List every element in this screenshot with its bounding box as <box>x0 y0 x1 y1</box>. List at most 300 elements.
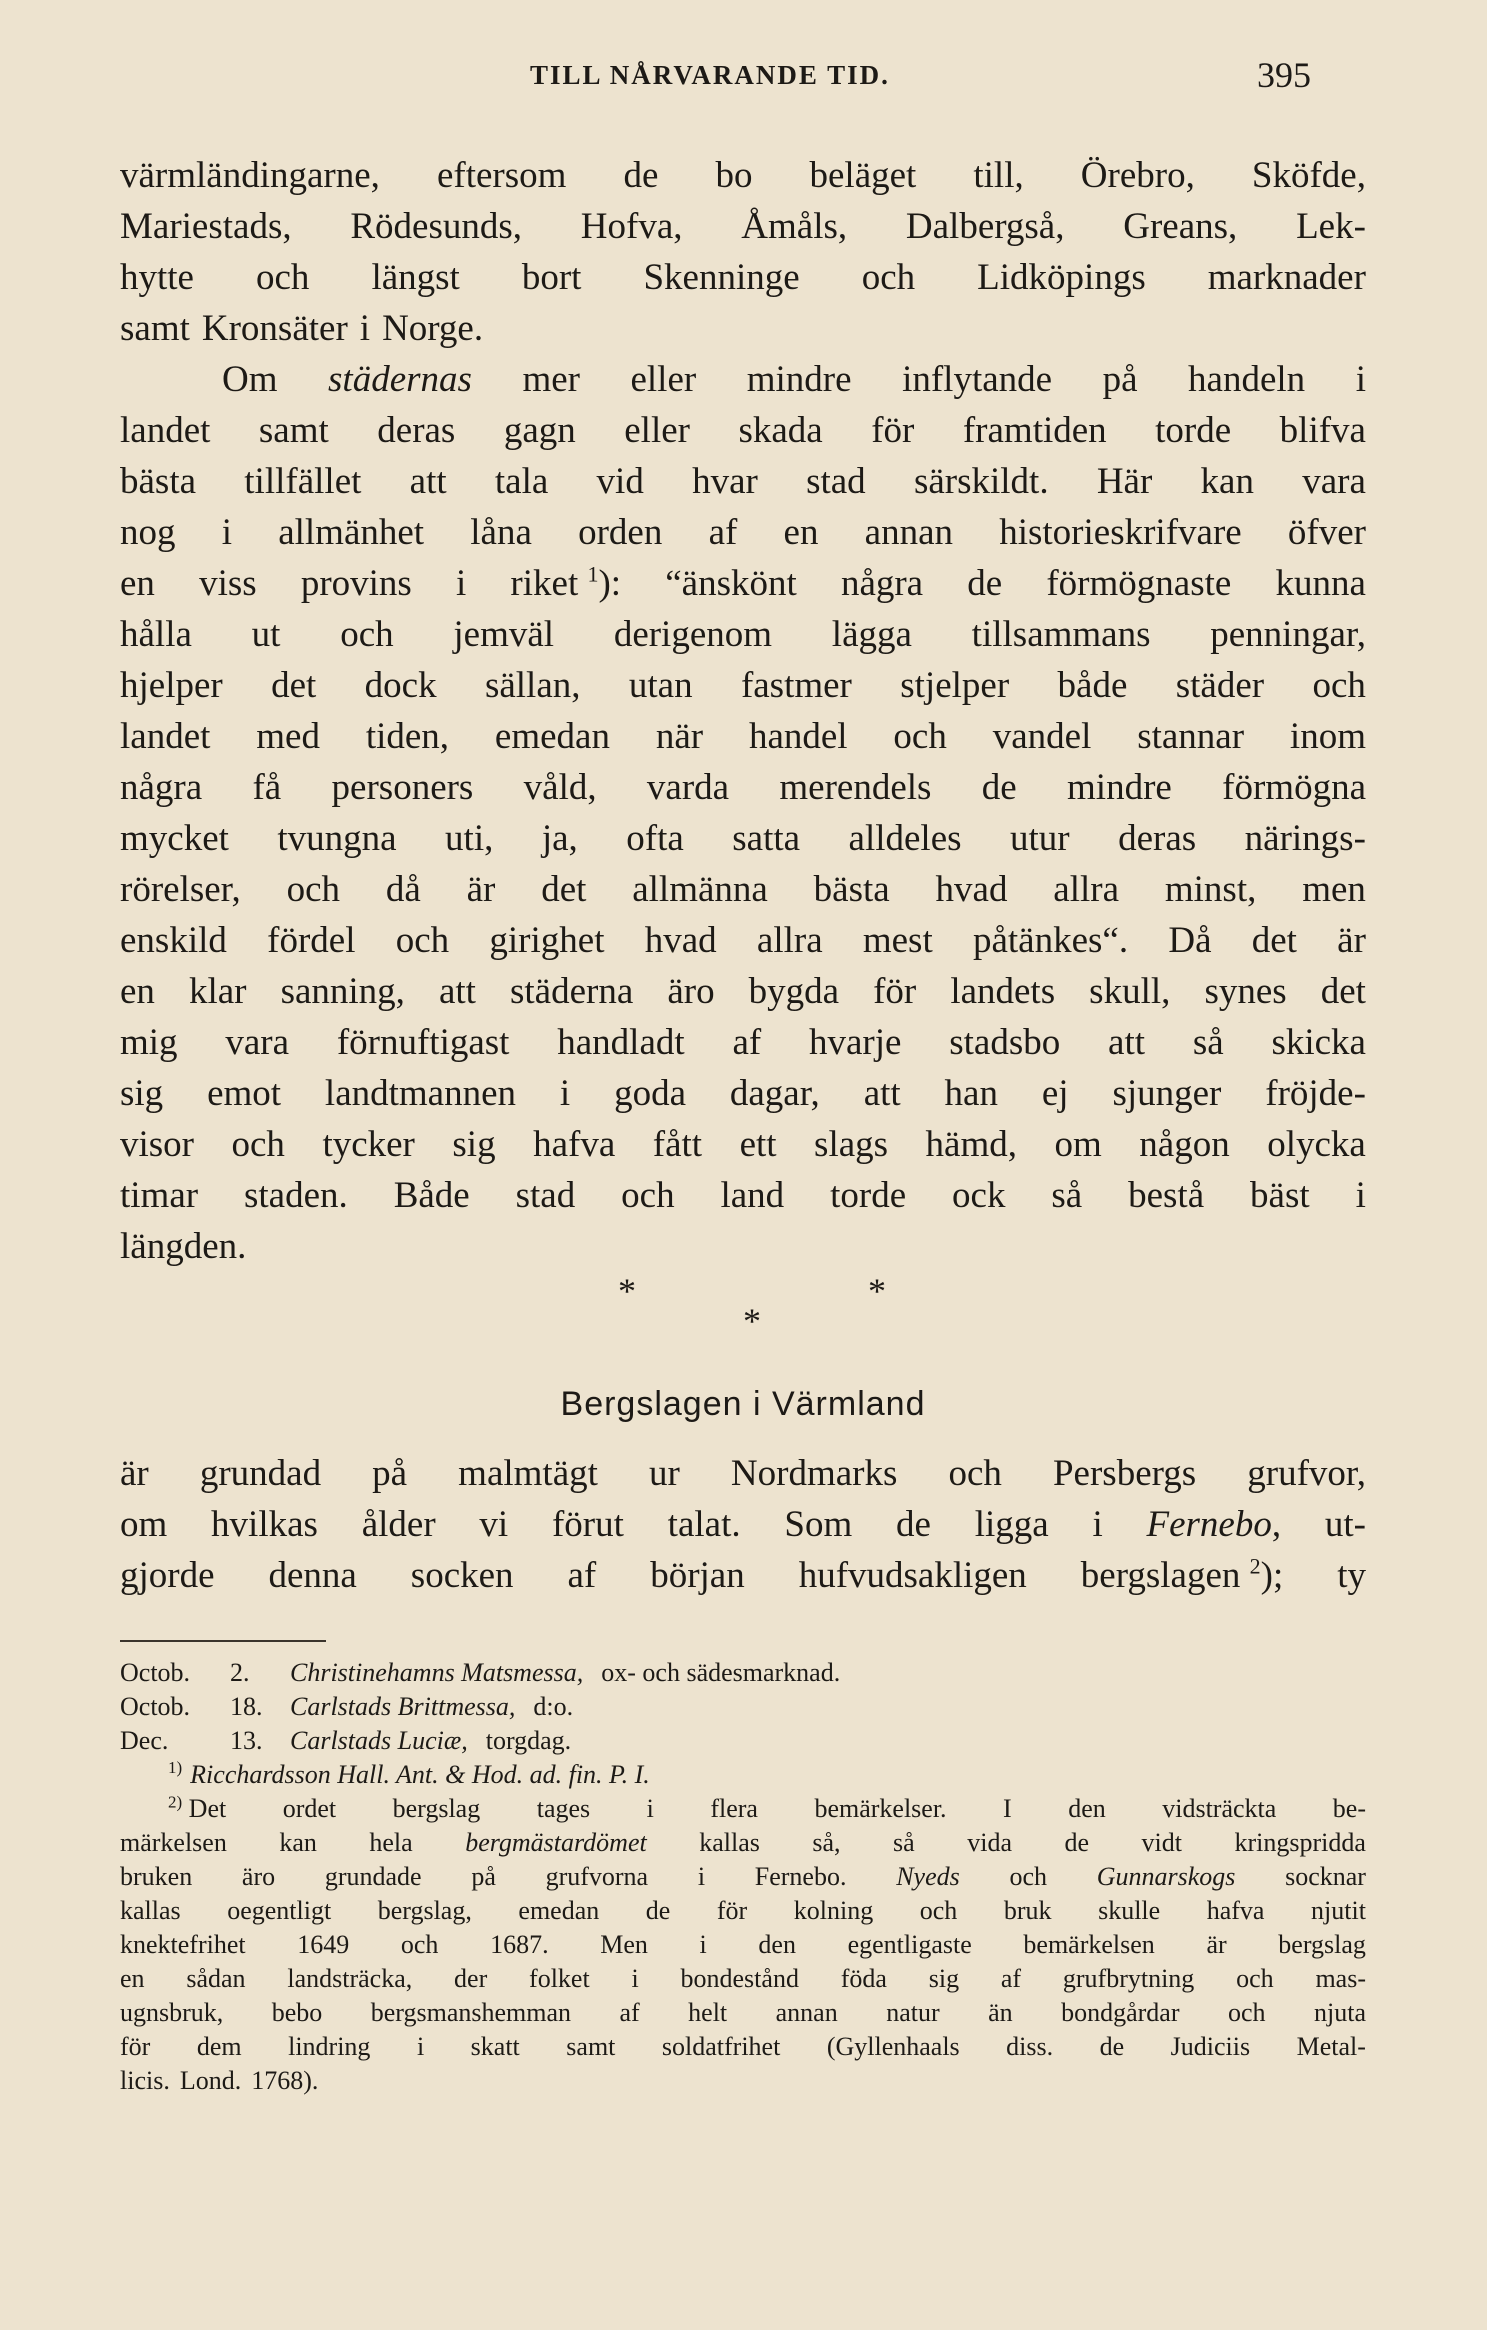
word: i <box>1355 1175 1366 1216</box>
date-label: Octob. <box>120 1692 191 1721</box>
word: bebo <box>271 1998 323 2027</box>
word: bo <box>715 155 753 196</box>
word: Metal- <box>1296 2032 1366 2061</box>
footnote-2-line <box>120 1860 1366 1894</box>
word: i <box>631 1964 639 1993</box>
word: handel <box>748 716 848 757</box>
word: bestå <box>1128 1175 1205 1216</box>
word: emedan <box>518 1896 600 1925</box>
word: städerna <box>510 971 634 1012</box>
word: bergslag <box>392 1794 481 1823</box>
word: eller <box>624 410 690 451</box>
word: ja, <box>541 818 578 859</box>
word: och <box>256 257 310 298</box>
word: varda <box>646 767 730 808</box>
word: utan <box>628 665 693 706</box>
word: socknar <box>1285 1862 1366 1891</box>
word: der <box>454 1964 488 1993</box>
word: jemväl <box>453 614 555 655</box>
text-line <box>120 711 1366 762</box>
word: ofta <box>626 818 684 859</box>
word: dock <box>364 665 437 706</box>
word: I <box>1003 1794 1012 1823</box>
word: kan <box>279 1828 317 1857</box>
word: grufvor, <box>1247 1453 1366 1494</box>
footnote-ref-2: 2 <box>1249 1553 1261 1579</box>
word: i <box>697 1862 706 1891</box>
word: be- <box>1332 1794 1366 1823</box>
word: en <box>120 563 155 604</box>
section-text-block <box>120 1448 1366 1601</box>
footnote-2-start: $^{2)}$ Det <box>168 1792 227 1823</box>
word: förmögnaste <box>1046 563 1232 604</box>
word: Judiciis <box>1170 2032 1251 2061</box>
word: mer <box>522 359 580 400</box>
word: Hofva, <box>580 206 683 247</box>
word: af <box>732 1022 762 1063</box>
market-type: ox- och sädesmarknad. <box>601 1658 841 1687</box>
word: tvungna <box>277 818 397 859</box>
word: samt <box>120 308 190 349</box>
market-type: d:o. <box>533 1692 574 1721</box>
market-name: Carlstads Brittmessa, <box>290 1692 516 1721</box>
word: ock <box>952 1175 1006 1216</box>
word: bruken <box>120 1862 193 1891</box>
word: någon <box>1139 1124 1230 1165</box>
word: dem <box>196 2032 242 2061</box>
word: Lidköpings <box>977 257 1146 298</box>
word: allra <box>756 920 823 961</box>
word: Åmåls, <box>741 206 848 247</box>
word: bästa <box>120 461 197 502</box>
market-type: torgdag. <box>485 1726 572 1755</box>
word: folket <box>529 1964 590 1993</box>
word: Som <box>784 1504 853 1545</box>
word: längst <box>371 257 460 298</box>
word: deras <box>1118 818 1197 859</box>
word: staden. <box>244 1175 348 1216</box>
word: bondgårdar <box>1061 1998 1180 2027</box>
emphasis-word: städernas <box>328 359 472 400</box>
asterisk: * <box>868 1271 886 1311</box>
word: grundad <box>199 1453 322 1494</box>
word: stjelper <box>900 665 1010 706</box>
section-heading: Bergslagen i Värmland <box>560 1385 926 1423</box>
word: stannar <box>1137 716 1245 757</box>
word: stadsbo <box>949 1022 1061 1063</box>
word: Skenninge <box>643 257 800 298</box>
text-line <box>120 405 1366 456</box>
word: synes <box>1204 971 1287 1012</box>
word: annan <box>864 512 954 553</box>
word: Lek- <box>1296 206 1366 247</box>
word: uti, <box>445 818 494 859</box>
word: Fernebo. <box>754 1862 847 1891</box>
word: i <box>1092 1504 1103 1545</box>
word: Gunnarskogs <box>1096 1862 1236 1891</box>
word: för <box>120 2032 151 2061</box>
word: hvad <box>935 869 1008 910</box>
word: bergmästardömet <box>465 1828 647 1857</box>
word: eller <box>630 359 697 400</box>
running-head <box>120 52 1311 102</box>
word: ut <box>251 614 281 655</box>
word: nog <box>120 512 176 553</box>
word: grufvorna <box>545 1862 649 1891</box>
word: vandel <box>992 716 1092 757</box>
word: samt <box>258 410 329 451</box>
footnotes-block <box>120 1656 1366 2098</box>
word: i <box>1355 359 1366 400</box>
word: allmänhet <box>278 512 425 553</box>
footnote-2-line <box>120 1996 1366 2030</box>
footnote-rule <box>120 1640 326 1642</box>
word: än <box>988 1998 1013 2027</box>
word: Greans, <box>1123 206 1238 247</box>
word: en <box>120 1964 145 1993</box>
word: föda <box>840 1964 887 1993</box>
word: fått <box>652 1124 703 1165</box>
word: landtmannen <box>324 1073 517 1114</box>
footnote-mark-1: 1) <box>168 1758 183 1778</box>
word: provins <box>300 563 412 604</box>
word: till, <box>973 155 1024 196</box>
word: det <box>1320 971 1366 1012</box>
word: det <box>1251 920 1297 961</box>
word: förnuftigast <box>336 1022 510 1063</box>
word: för <box>716 1896 748 1925</box>
word: hafva <box>1206 1896 1265 1925</box>
word: få <box>252 767 282 808</box>
word: penningar, <box>1210 614 1366 655</box>
word: ålder <box>361 1504 436 1545</box>
word: och <box>1009 1862 1047 1891</box>
word: märkelsen <box>120 1828 227 1857</box>
word: tillsammans <box>971 614 1151 655</box>
word-with-footnote-ref: bergslagen $^2$); <box>1080 1553 1284 1596</box>
word: vara <box>225 1022 290 1063</box>
text-line <box>120 915 1366 966</box>
word: och <box>1227 1998 1266 2027</box>
word: knektefrihet <box>120 1930 246 1959</box>
footnote-1 <box>120 1758 1366 1792</box>
word: skulle <box>1098 1896 1161 1925</box>
word: sig <box>452 1124 496 1165</box>
word: bondestånd <box>680 1964 799 1993</box>
word: är <box>1337 920 1366 961</box>
word: skicka <box>1271 1022 1366 1063</box>
word: sanning, <box>280 971 405 1012</box>
word: kan <box>1200 461 1254 502</box>
word: derigenom <box>613 614 773 655</box>
word: malmtägt <box>458 1453 598 1494</box>
word: äro <box>667 971 715 1012</box>
word: bergslag <box>1278 1930 1366 1959</box>
word: de <box>1064 1828 1090 1857</box>
word: särskildt. <box>913 461 1049 502</box>
word: landet <box>120 410 211 451</box>
word: diss. <box>1006 2032 1054 2061</box>
word: helt <box>688 1998 728 2027</box>
word: och <box>400 1930 439 1959</box>
word: vidsträckta <box>1162 1794 1277 1823</box>
word: Om <box>222 359 278 400</box>
word: handladt <box>557 1022 685 1063</box>
word: att <box>409 461 447 502</box>
footnote-2-line <box>120 1962 1366 1996</box>
day-number: 2. <box>230 1658 250 1687</box>
page-number: 395 <box>1257 55 1311 95</box>
footnote-2-line <box>120 2064 1366 2098</box>
word: bruk <box>1003 1896 1052 1925</box>
asterisk: * <box>618 1271 636 1311</box>
word: klar <box>188 971 247 1012</box>
word: är <box>120 1453 149 1494</box>
text-line <box>120 1499 1366 1550</box>
word: merendels <box>779 767 932 808</box>
word: några <box>840 563 924 604</box>
text-line <box>120 354 1366 405</box>
word: och <box>893 716 947 757</box>
word: Lond. <box>179 2066 242 2095</box>
text-line <box>120 1017 1366 1068</box>
word: Nyeds <box>896 1862 960 1891</box>
word: ej <box>1041 1073 1069 1114</box>
word: vid <box>596 461 644 502</box>
word: grundade <box>324 1862 422 1891</box>
word: förut <box>551 1504 624 1545</box>
word: att <box>863 1073 901 1114</box>
text-line <box>120 558 1366 609</box>
word: egentligaste <box>847 1930 972 1959</box>
word: “änskönt <box>665 563 797 604</box>
word: sällan, <box>484 665 581 706</box>
word: tycker <box>322 1124 415 1165</box>
market-date-entry <box>120 1724 1366 1758</box>
main-text-block <box>120 150 1366 1272</box>
word: hvad <box>644 920 717 961</box>
word: han <box>944 1073 998 1114</box>
word: Både <box>393 1175 470 1216</box>
word: så <box>1051 1175 1083 1216</box>
word: och <box>621 1175 675 1216</box>
word: hålla <box>120 614 192 655</box>
word: hvar <box>692 461 758 502</box>
word: förmögna <box>1222 767 1366 808</box>
word: landets <box>950 971 1056 1012</box>
word: skada <box>738 410 823 451</box>
word: blifva <box>1279 410 1366 451</box>
word: visor <box>120 1124 194 1165</box>
word: de <box>1099 2032 1125 2061</box>
word: Här <box>1096 461 1153 502</box>
word: hytte <box>120 257 194 298</box>
text-line <box>120 1068 1366 1119</box>
asterism-divider <box>120 1262 1366 1341</box>
word: Men <box>600 1930 648 1959</box>
word: så <box>893 1828 915 1857</box>
word: i <box>699 1930 707 1959</box>
word: landet <box>120 716 211 757</box>
word: mindre <box>746 359 852 400</box>
word: af <box>708 512 738 553</box>
word: samt <box>566 2032 616 2061</box>
word: och <box>340 614 394 655</box>
word: ur <box>649 1453 680 1494</box>
footnote-2-line <box>120 1792 1366 1826</box>
word: och <box>948 1453 1002 1494</box>
word: alldeles <box>848 818 962 859</box>
word: orden <box>578 512 663 553</box>
word: deras <box>377 410 456 451</box>
word: ty <box>1337 1555 1366 1596</box>
word: i <box>416 2032 425 2061</box>
word: (Gyllenhaals <box>826 2032 960 2061</box>
word: njutit <box>1311 1896 1366 1925</box>
word: och <box>861 257 916 298</box>
word: mest <box>862 920 933 961</box>
word: när <box>655 716 704 757</box>
word: bemärkelsen <box>1023 1930 1155 1959</box>
word: olycka <box>1267 1124 1366 1165</box>
text-line <box>120 456 1366 507</box>
word: Rödesunds, <box>350 206 523 247</box>
word: vara <box>1302 461 1366 502</box>
word: i <box>559 1073 571 1114</box>
word: Då <box>1168 920 1212 961</box>
word-with-footnote-ref: riket $^1$): <box>510 561 622 604</box>
word: början <box>650 1555 745 1596</box>
word: äro <box>241 1862 276 1891</box>
word: men <box>1302 869 1366 910</box>
text-line <box>120 1550 1366 1601</box>
word: så, <box>812 1828 841 1857</box>
day-number: 18. <box>230 1692 263 1721</box>
word: mig <box>120 1022 178 1063</box>
text-line <box>120 1119 1366 1170</box>
word: en <box>783 512 819 553</box>
word: rörelser, <box>120 869 241 910</box>
word: talat. <box>667 1504 741 1545</box>
footnote-1-text: Ricchardsson Hall. Ant. & Hod. ad. fin. P. I. <box>190 1760 650 1789</box>
word: låna <box>470 512 532 553</box>
text-line <box>120 660 1366 711</box>
word: sig <box>120 1073 164 1114</box>
market-date-entry <box>120 1656 1366 1690</box>
word: natur <box>886 1998 940 2027</box>
word: det <box>541 869 587 910</box>
word: sjunger <box>1112 1073 1222 1114</box>
text-line <box>120 252 1366 303</box>
word: bergslag, <box>377 1896 472 1925</box>
word: så <box>1192 1022 1224 1063</box>
word: stad <box>515 1175 576 1216</box>
word: den <box>1068 1794 1106 1823</box>
word: för <box>871 410 915 451</box>
word: är <box>466 869 496 910</box>
text-line <box>120 1448 1366 1499</box>
word: de <box>896 1504 931 1545</box>
word: personers <box>331 767 474 808</box>
day-number: 13. <box>230 1726 263 1755</box>
word: 1649 <box>297 1930 350 1959</box>
word: om <box>1054 1124 1102 1165</box>
word: satta <box>732 818 801 859</box>
word: oegentligt <box>227 1896 332 1925</box>
word: gjorde <box>120 1555 215 1596</box>
word: kunna <box>1275 563 1366 604</box>
date-label: Dec. <box>120 1726 169 1755</box>
word: torde <box>1155 410 1232 451</box>
word: fastmer <box>740 665 852 706</box>
word: stad <box>806 461 866 502</box>
word: lägga <box>831 614 912 655</box>
word: Norge. <box>382 308 484 349</box>
word: viss <box>199 563 257 604</box>
word: inflytande <box>902 359 1053 400</box>
word: af <box>619 1998 640 2027</box>
word: en <box>120 971 155 1012</box>
word: de <box>981 767 1017 808</box>
text-line <box>120 1170 1366 1221</box>
word: fröjde- <box>1265 1073 1366 1114</box>
word-with-italic: Fernebo, <box>1146 1504 1282 1545</box>
word: påtänkes“. <box>972 920 1129 961</box>
word: emot <box>207 1073 282 1114</box>
word: gagn <box>503 410 576 451</box>
word: 1687. <box>490 1930 549 1959</box>
word: torde <box>830 1175 907 1216</box>
word: eftersom <box>436 155 567 196</box>
word: ugnsbruk, <box>120 1998 224 2027</box>
word: närings- <box>1244 818 1366 859</box>
word: i <box>221 512 232 553</box>
word: ett <box>739 1124 777 1165</box>
word: handeln <box>1188 359 1306 400</box>
word: annan <box>775 1998 838 2027</box>
word: bäst <box>1250 1175 1310 1216</box>
word: skatt <box>470 2032 520 2061</box>
word: fördel <box>267 920 356 961</box>
word: mas- <box>1315 1964 1366 1993</box>
word: värmländingarne, <box>120 155 380 196</box>
text-line <box>120 864 1366 915</box>
word: bygda <box>748 971 840 1012</box>
word: sig <box>928 1964 960 1993</box>
word: de <box>645 1896 671 1925</box>
word: goda <box>614 1073 686 1114</box>
word: och <box>395 920 450 961</box>
word: att <box>438 971 476 1012</box>
word: dagar, <box>729 1073 820 1114</box>
word: ligga <box>974 1504 1049 1545</box>
text-line <box>120 303 1366 354</box>
word: både <box>1057 665 1128 706</box>
word: vi <box>479 1504 509 1545</box>
word: denna <box>268 1555 357 1596</box>
word: historieskrifvare <box>999 512 1242 553</box>
word: tiden, <box>365 716 450 757</box>
word: land <box>720 1175 785 1216</box>
word: de <box>967 563 1003 604</box>
word: allmänna <box>632 869 768 910</box>
text-line <box>120 609 1366 660</box>
running-title: TILL NÅRVARANDE TID. <box>530 60 890 90</box>
word: Sköfde, <box>1251 155 1366 196</box>
footnote-2-line <box>120 2030 1366 2064</box>
word: skull, <box>1089 971 1171 1012</box>
word: enskild <box>120 920 227 961</box>
